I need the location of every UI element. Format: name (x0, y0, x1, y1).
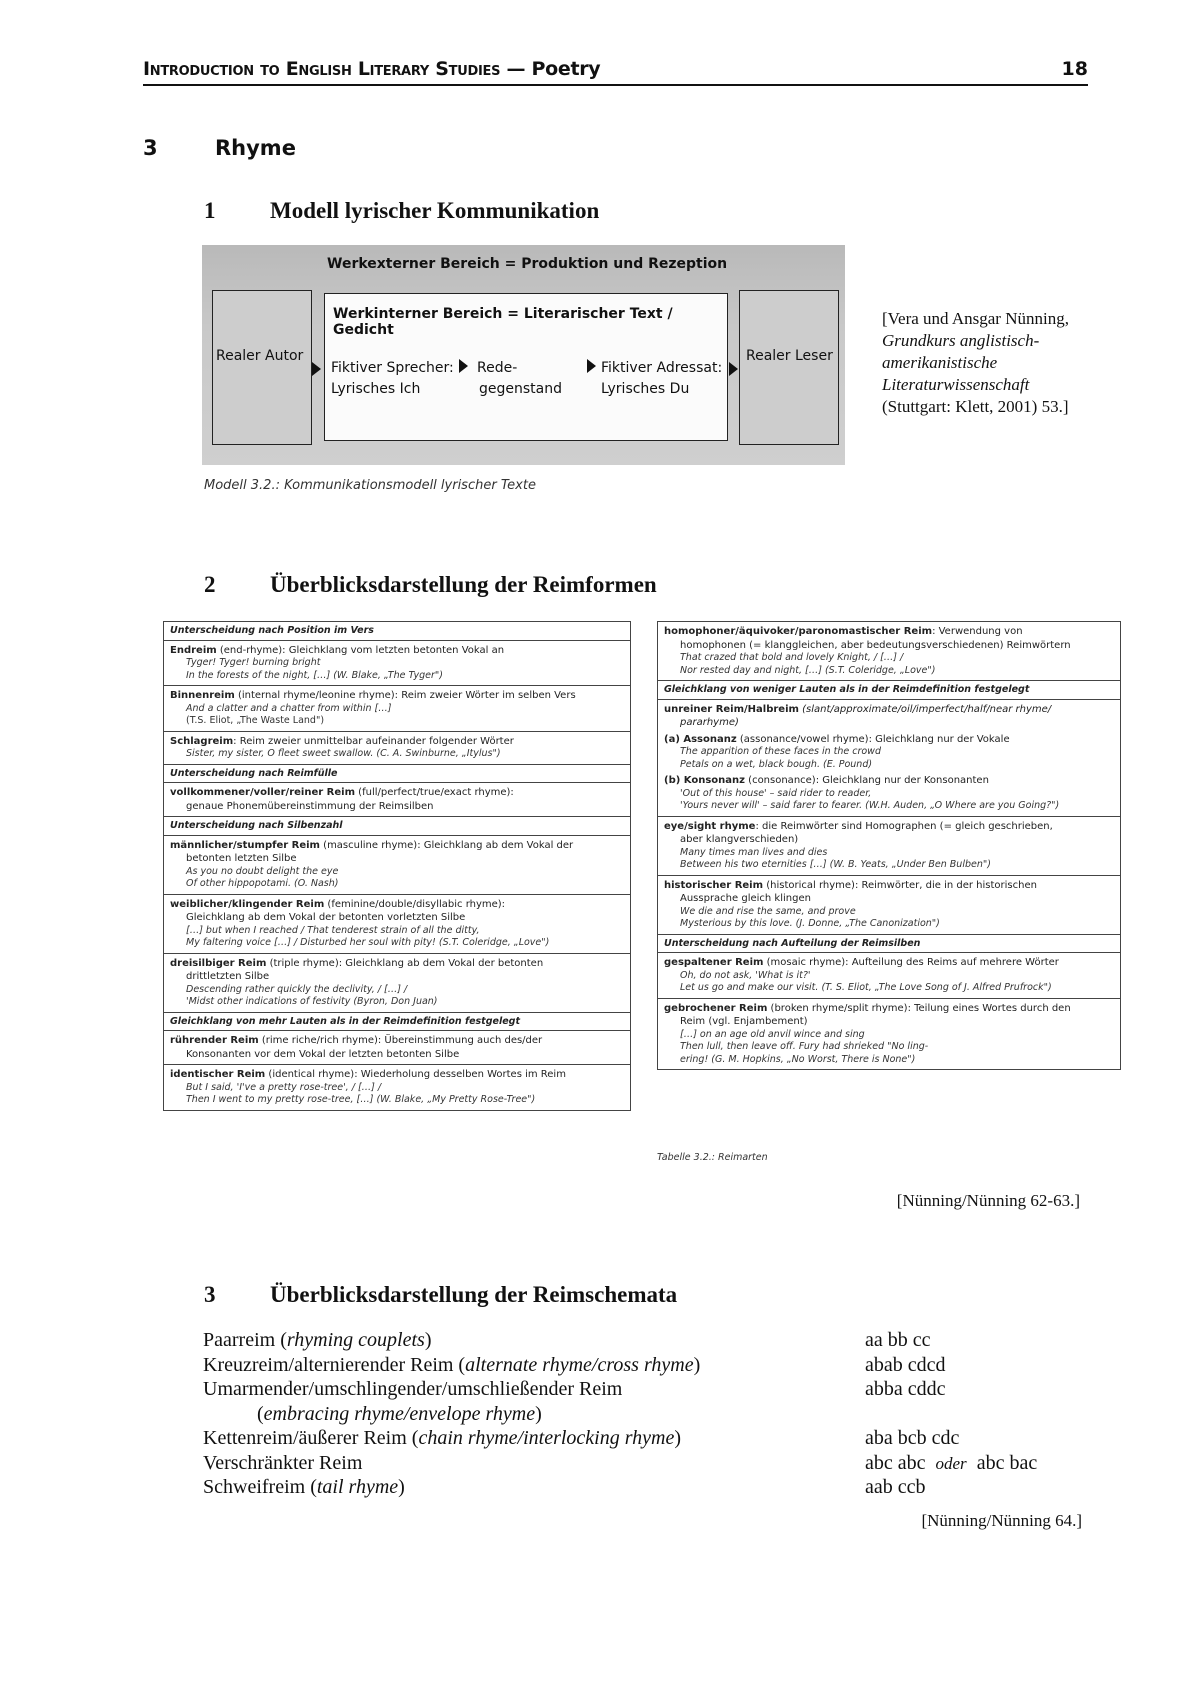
header-rule (143, 84, 1088, 86)
table-heading: Unterscheidung nach Reimfülle (164, 765, 630, 784)
table-heading: Gleichklang von weniger Lauten als in der Reimdefinition festgelegt (658, 681, 1120, 700)
subject-line1: Rede- (477, 360, 518, 376)
speaker-line1: Fiktiver Sprecher: (331, 360, 454, 376)
section1-title: Modell lyrischer Kommunikation (270, 198, 600, 223)
table-row: dreisilbiger Reim (triple rhyme): Gleichklang ab dem Vokal der betonten drittletzten Silbe Descending rather quickly the declivity, / […] / 'Midst other indications of festivity (Byron, Don Juan) (164, 954, 630, 1013)
real-reader-label: Realer Leser (746, 348, 833, 364)
table-row: Schlagreim: Reim zweier unmittelbar aufeinander folgender Wörter Sister, my sister, O fleet sweet swallow. (C. A. Swinburne, „Itylus") (164, 732, 630, 765)
table-row: homophoner/äquivoker/paronomastischer Reim: Verwendung von homophonen (= klanggleichen, aber bedeutungsverschiedenen) Reimwörtern That crazed that bold and lovely Knight, / […] / Nor rested day and night, […] (S.T. Coleridge, „Love") (658, 622, 1120, 681)
section1-number: 1 (204, 198, 216, 223)
table-row: weiblicher/klingender Reim (feminine/double/disyllabic rhyme): Gleichklang ab dem Vokal der betonten vorletzten Silbe […] but when I reached / That tenderest strain of all the ditty, My faltering voice […] / Disturbed her soul with pity! (S.T. Coleridge, „Love") (164, 895, 630, 954)
chapter-title: Rhyme (215, 136, 296, 160)
rhyme-forms-table-right (657, 621, 1121, 1070)
speaker-line2: Lyrisches Ich (331, 381, 421, 397)
real-author-box (212, 290, 312, 445)
section-name: Poetry (531, 58, 601, 80)
table-row: rührender Reim (rime riche/rich rhyme): Übereinstimmung auch des/der Konsonanten vor dem Vokal der letzten betonten Silbe (164, 1031, 630, 1065)
real-reader-box (739, 290, 839, 445)
communication-model-diagram (202, 245, 845, 465)
running-head (143, 58, 600, 80)
table-row: Binnenreim (internal rhyme/leonine rhyme): Reim zweier Wörter im selben Vers And a clatter and a chatter from within […] (T.S. Eliot, „The Waste Land") (164, 686, 630, 732)
page-number: 18 (1061, 58, 1088, 80)
real-author-label: Realer Autor (216, 348, 304, 364)
table-row: männlicher/stumpfer Reim (masculine rhyme): Gleichklang ab dem Vokal der betonten letzten Silbe As you no doubt delight the eye Of other hippopotami. (O. Nash) (164, 836, 630, 895)
section2-title: Überblicksdarstellung der Reimformen (270, 572, 657, 597)
section3-number: 3 (204, 1282, 216, 1307)
citation-nuenning-64: [Nünning/Nünning 64.] (921, 1511, 1082, 1530)
citation-close: (Stuttgart: Klett, 2001) 53.] (882, 397, 1069, 416)
rhyme-forms-table-left (163, 621, 631, 1111)
table-row: Endreim (end-rhyme): Gleichklang vom letzten betonten Vokal an Tyger! Tyger! burning bright In the forests of the night, […] (W. Blake, „The Tyger") (164, 641, 630, 687)
fictive-addressee (601, 358, 722, 400)
table-heading: Gleichklang von mehr Lauten als in der Reimdefinition festgelegt (164, 1013, 630, 1032)
chapter-number: 3 (143, 136, 158, 160)
table-heading: Unterscheidung nach Position im Vers (164, 622, 630, 641)
citation-open: [Vera und Ansgar Nünning, (882, 309, 1069, 328)
internal-area-label: Werkinterner Bereich = Literarischer Text / Gedicht (333, 306, 673, 338)
subject-line2: gegenstand (479, 381, 562, 397)
citation-nuenning-62: [Nünning/Nünning 62-63.] (896, 1191, 1080, 1210)
external-area-label: Werkexterner Bereich = Produktion und Rezeption (327, 256, 728, 272)
course-title: Introduction to English Literary Studies (143, 58, 501, 80)
table-heading: Unterscheidung nach Silbenzahl (164, 817, 630, 836)
section3-title: Überblicksdarstellung der Reimschemata (270, 1282, 678, 1307)
head-separator: — (500, 58, 532, 80)
table-heading: Unterscheidung nach Aufteilung der Reimsilben (658, 935, 1120, 954)
arrow-right-icon (312, 362, 321, 376)
table-row: identischer Reim (identical rhyme): Wiederholung desselben Wortes im Reim But I said, 'I've a pretty rose-tree', / […] / Then I went to my pretty rose-tree, […] (W. Blake, „My Pretty Rose-Tree") (170, 1069, 566, 1105)
citation-grundkurs (882, 308, 1092, 418)
section2-number: 2 (204, 572, 216, 597)
table-row: unreiner Reim/Halbreim (slant/approximate/oil/imperfect/half/near rhyme/ pararhyme) (a) Assonanz (assonance/vowel rhyme): Gleichklang nur der Vokale The apparition of these faces in the crowd Petals on a wet, black bough. (E. Pound) (b) Konsonanz (consonance): Gleichklang nur der Konsonanten 'Out of this house' – said rider to reader, 'Yours never will' – said farer to fearer. (W.H. Auden, „O Where are you Going?") (658, 700, 1120, 817)
table-row: gebrochener Reim (broken rhyme/split rhyme): Teilung eines Wortes durch den Reim (vgl. Enjambement) […] on an age old anvil wince and sing Then lull, then leave off. Fury had shrieked "No ling- ering! (G. M. Hopkins, „No Worst, There is None") (664, 1002, 1071, 1065)
table-row: vollkommener/voller/reiner Reim (full/perfect/true/exact rhyme): genaue Phonemübereinstimmung der Reimsilben (164, 783, 630, 817)
arrow-right-icon (459, 359, 468, 373)
arrow-right-icon (587, 359, 596, 373)
diagram-caption: Modell 3.2.: Kommunikationsmodell lyrischer Texte (204, 478, 536, 493)
internal-area-box (324, 293, 728, 441)
table-row: gespaltener Reim (mosaic rhyme): Aufteilung des Reims auf mehrere Wörter Oh, do not ask, 'What is it?' Let us go and make our visit. (T. S. Eliot, „The Love Song of J. Alfred Prufrock") (658, 953, 1120, 999)
addressee-line1: Fiktiver Adressat: (601, 360, 723, 376)
arrow-right-icon (729, 362, 738, 376)
table-row: eye/sight rhyme: die Reimwörter sind Homographen (= gleich geschrieben, aber klangverschieden) Many times man lives and dies Between his two eternities […] (W. B. Yeats, „Under Ben Bulben") (658, 817, 1120, 876)
speech-subject (477, 358, 562, 400)
citation-book-title: Grundkurs anglistisch-amerikanistische Literaturwissenschaft (882, 331, 1040, 394)
fictive-speaker (331, 358, 454, 400)
addressee-line2: Lyrisches Du (601, 381, 690, 397)
table-caption: Tabelle 3.2.: Reimarten (657, 1152, 768, 1163)
table-row: historischer Reim (historical rhyme): Reimwörter, die in der historischen Aussprache gleich klingen We die and rise the same, and prove Mysterious by this love. (J. Donne, „The Canonization") (658, 876, 1120, 935)
